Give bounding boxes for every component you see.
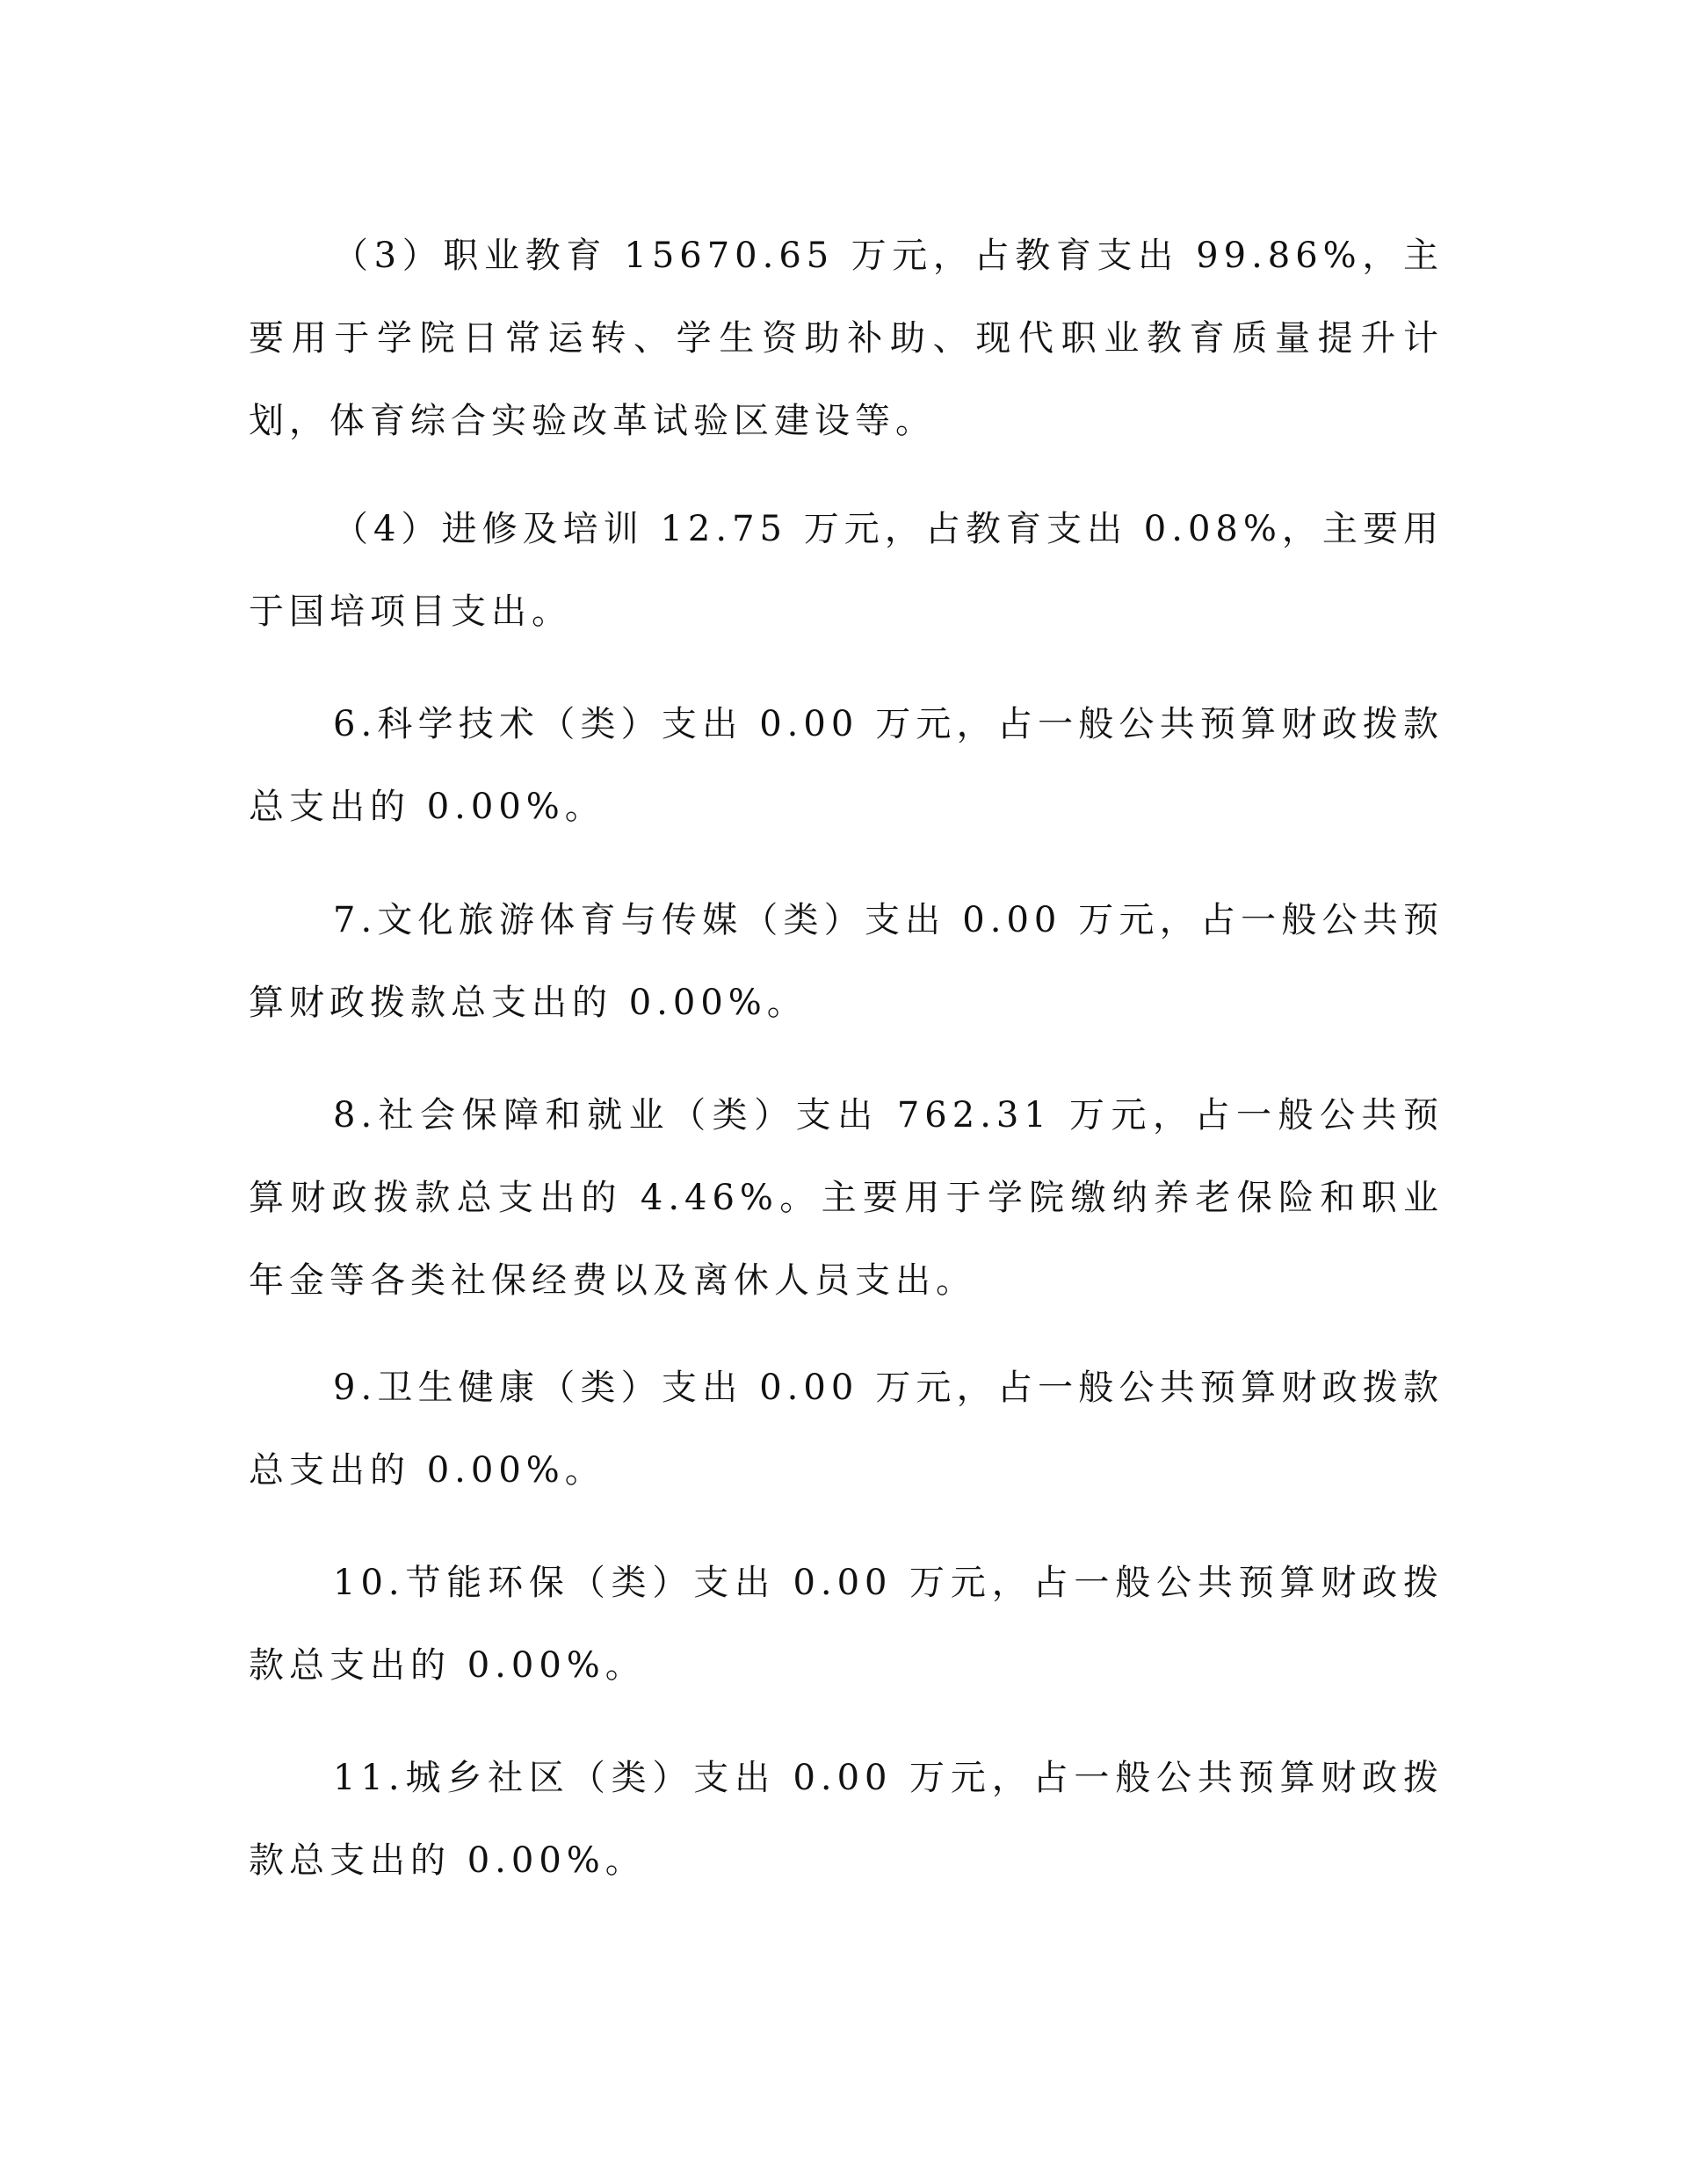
- paragraph-culture-tourism: 7.文化旅游体育与传媒（类）支出 0.00 万元，占一般公共预算财政拨款总支出的 0.00%。: [249, 900, 1444, 1023]
- paragraph-urban-rural: 11.城乡社区（类）支出 0.00 万元，占一般公共预算财政拨款总支出的 0.00%。: [249, 1758, 1444, 1881]
- paragraph-science-technology: 6.科学技术（类）支出 0.00 万元，占一般公共预算财政拨款总支出的 0.00%。: [249, 704, 1444, 827]
- paragraph-training: （4）进修及培训 12.75 万元，占教育支出 0.08%，主要用于国培项目支出。: [249, 509, 1444, 632]
- paragraph-energy-environment: 10.节能环保（类）支出 0.00 万元，占一般公共预算财政拨款总支出的 0.00%。: [249, 1563, 1444, 1686]
- paragraph-vocational-education: （3）职业教育 15670.65 万元，占教育支出 99.86%，主要用于学院日常运转、学生资助补助、现代职业教育质量提升计划，体育综合实验改革试验区建设等。: [249, 236, 1444, 441]
- paragraph-health: 9.卫生健康（类）支出 0.00 万元，占一般公共预算财政拨款总支出的 0.00%。: [249, 1368, 1444, 1491]
- paragraph-social-security: 8.社会保障和就业（类）支出 762.31 万元，占一般公共预算财政拨款总支出的 4.46%。主要用于学院缴纳养老保险和职业年金等各类社保经费以及离休人员支出。: [249, 1095, 1444, 1301]
